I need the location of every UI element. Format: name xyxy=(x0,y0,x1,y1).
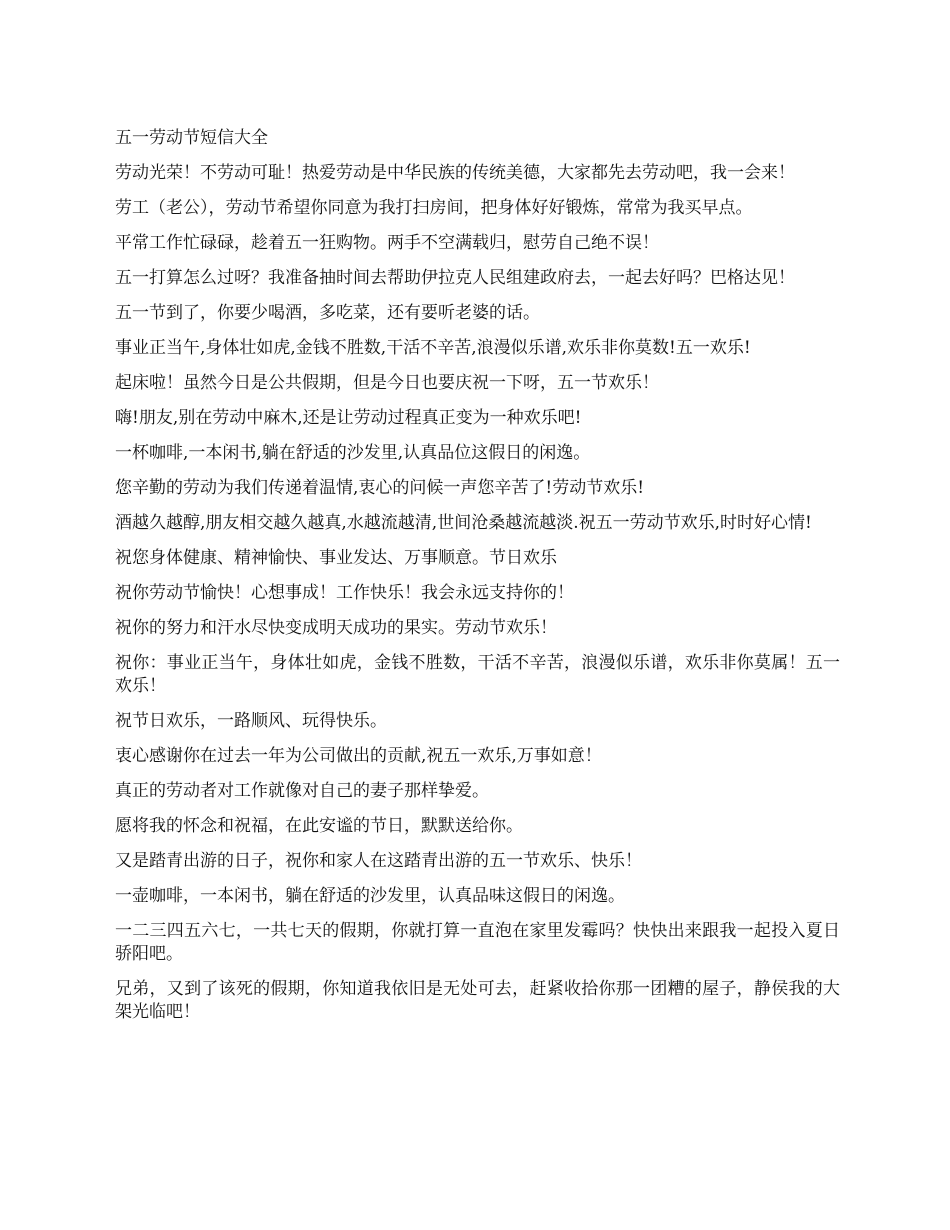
paragraph-list xyxy=(115,162,840,1024)
paragraph: 祝节日欢乐，一路顺风、玩得快乐。 xyxy=(115,711,387,731)
paragraph: 一壶咖啡，一本闲书，躺在舒适的沙发里，认真品味这假日的闲逸。 xyxy=(115,886,625,906)
paragraph: 祝你：事业正当午，身体壮如虎，金钱不胜数，干活不辛苦，浪漫似乐谱，欢乐非你莫属！五一欢乐！ xyxy=(115,653,840,696)
paragraph: 事业正当午,身体壮如虎,金钱不胜数,干活不辛苦,浪漫似乐谱,欢乐非你莫数!五一欢乐! xyxy=(115,338,751,358)
paragraph: 五一节到了，你要少喝酒，多吃菜，还有要听老婆的话。 xyxy=(115,303,540,323)
paragraph: 又是踏青出游的日子，祝你和家人在这踏青出游的五一节欢乐、快乐！ xyxy=(115,851,642,871)
paragraph: 衷心感谢你在过去一年为公司做出的贡献,祝五一欢乐,万事如意！ xyxy=(115,746,602,766)
paragraph: 酒越久越醇,朋友相交越久越真,水越流越清,世间沧桑越流越淡.祝五一劳动节欢乐,时时好心情! xyxy=(115,513,812,533)
document-body xyxy=(115,127,840,1036)
paragraph: 真正的劳动者对工作就像对自己的妻子那样挚爱。 xyxy=(115,781,489,801)
paragraph: 祝你的努力和汗水尽快变成明天成功的果实。劳动节欢乐！ xyxy=(115,618,557,638)
paragraph: 嗨!朋友,别在劳动中麻木,还是让劳动过程真正变为一种欢乐吧! xyxy=(115,408,582,428)
paragraph: 劳动光荣！不劳动可耻！热爱劳动是中华民族的传统美德，大家都先去劳动吧，我一会来！ xyxy=(115,163,795,183)
paragraph: 祝您身体健康、精神愉快、事业发达、万事顺意。节日欢乐 xyxy=(115,548,557,568)
paragraph: 平常工作忙碌碌，趁着五一狂购物。两手不空满载归，慰劳自己绝不误！ xyxy=(115,233,659,253)
paragraph: 您辛勤的劳动为我们传递着温情,衷心的问候一声您辛苦了!劳动节欢乐! xyxy=(115,478,645,498)
paragraph: 一二三四五六七，一共七天的假期，你就打算一直泡在家里发霉吗？快快出来跟我一起投入夏日骄阳吧。 xyxy=(115,921,840,964)
paragraph: 五一打算怎么过呀？我准备抽时间去帮助伊拉克人民组建政府去，一起去好吗？巴格达见！ xyxy=(115,268,795,288)
paragraph: 一杯咖啡,一本闲书,躺在舒适的沙发里,认真品位这假日的闲逸。 xyxy=(115,443,591,463)
paragraph: 愿将我的怀念和祝福，在此安谧的节日，默默送给你。 xyxy=(115,816,523,836)
document-title: 五一劳动节短信大全 xyxy=(115,128,268,148)
paragraph: 起床啦！虽然今日是公共假期，但是今日也要庆祝一下呀，五一节欢乐！ xyxy=(115,373,659,393)
paragraph: 劳工（老公），劳动节希望你同意为我打扫房间，把身体好好锻炼，常常为我买早点。 xyxy=(115,198,753,218)
paragraph: 兄弟，又到了该死的假期，你知道我依旧是无处可去，赶紧收拾你那一团糟的屋子，静侯我的大架光临吧！ xyxy=(115,979,840,1022)
paragraph: 祝你劳动节愉快！心想事成！工作快乐！我会永远支持你的！ xyxy=(115,583,574,603)
